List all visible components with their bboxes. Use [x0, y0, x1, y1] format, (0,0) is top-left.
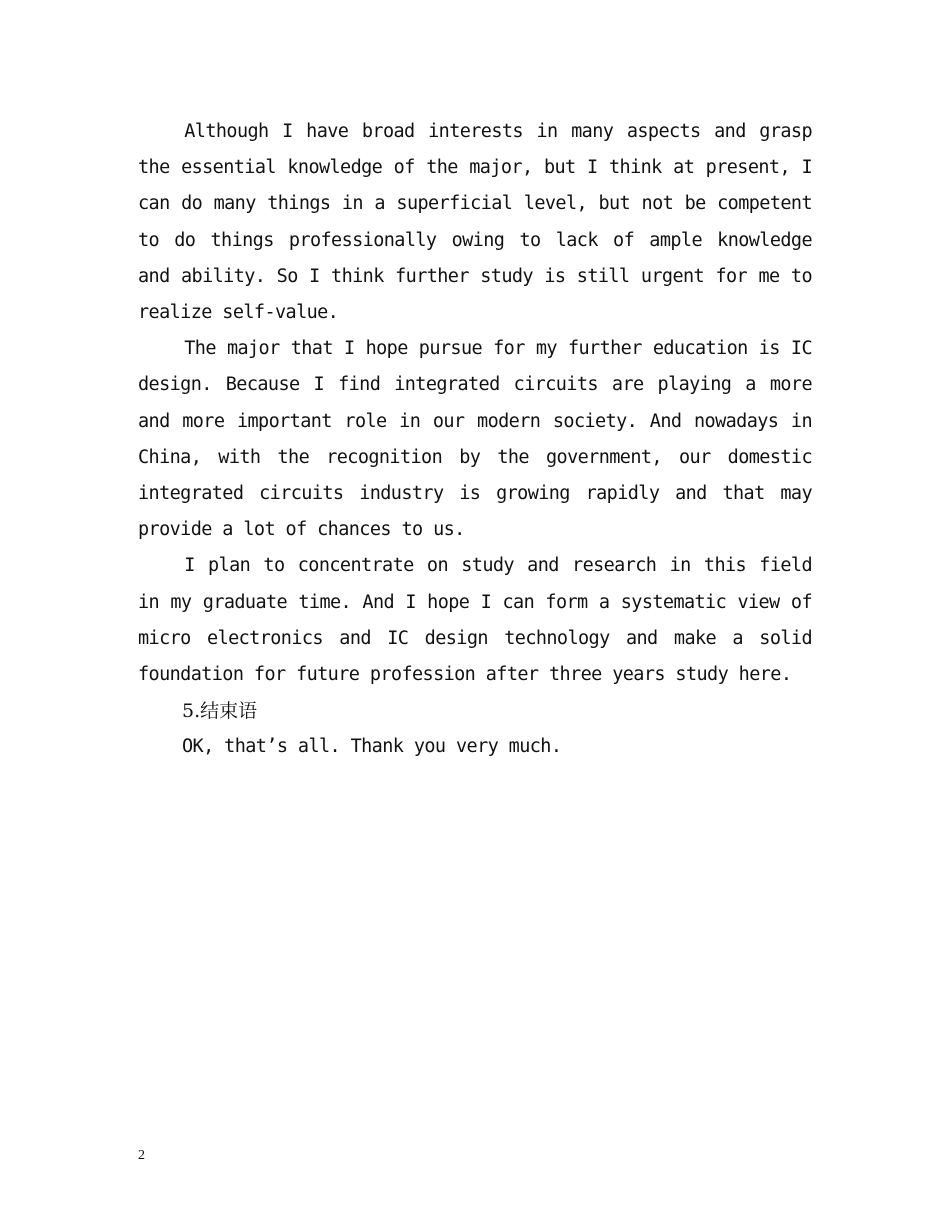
paragraph-ic-design: The major that I hope pursue for my further education is IC design. Because I find integrated circuits are playing a more and more important role in our modern society. And nowadays in China, with the recognition by the government, our domestic integrated circuits industry is growing rapidly and that may provide a lot of chances to us.	[138, 338, 812, 541]
document-body	[138, 114, 812, 766]
paragraph-further-study: Although I have broad interests in many aspects and grasp the essential knowledge of the major, but I think at present, I can do many things in a superficial level, but not be competent to do things professionally owing to lack of ample knowledge and ability. So I think further study is still urgent for me to realize self-value.	[138, 121, 812, 324]
closing-line: OK, that’s all. Thank you very much.	[182, 736, 562, 758]
page-number: 2	[138, 1148, 145, 1163]
section-heading: 5.结束语	[182, 700, 258, 723]
paragraph-research-plan: I plan to concentrate on study and research in this field in my graduate time. And I hope I can form a systematic view of micro electronics and IC design technology and make a solid foundation for future profession after three years study here.	[138, 555, 812, 686]
